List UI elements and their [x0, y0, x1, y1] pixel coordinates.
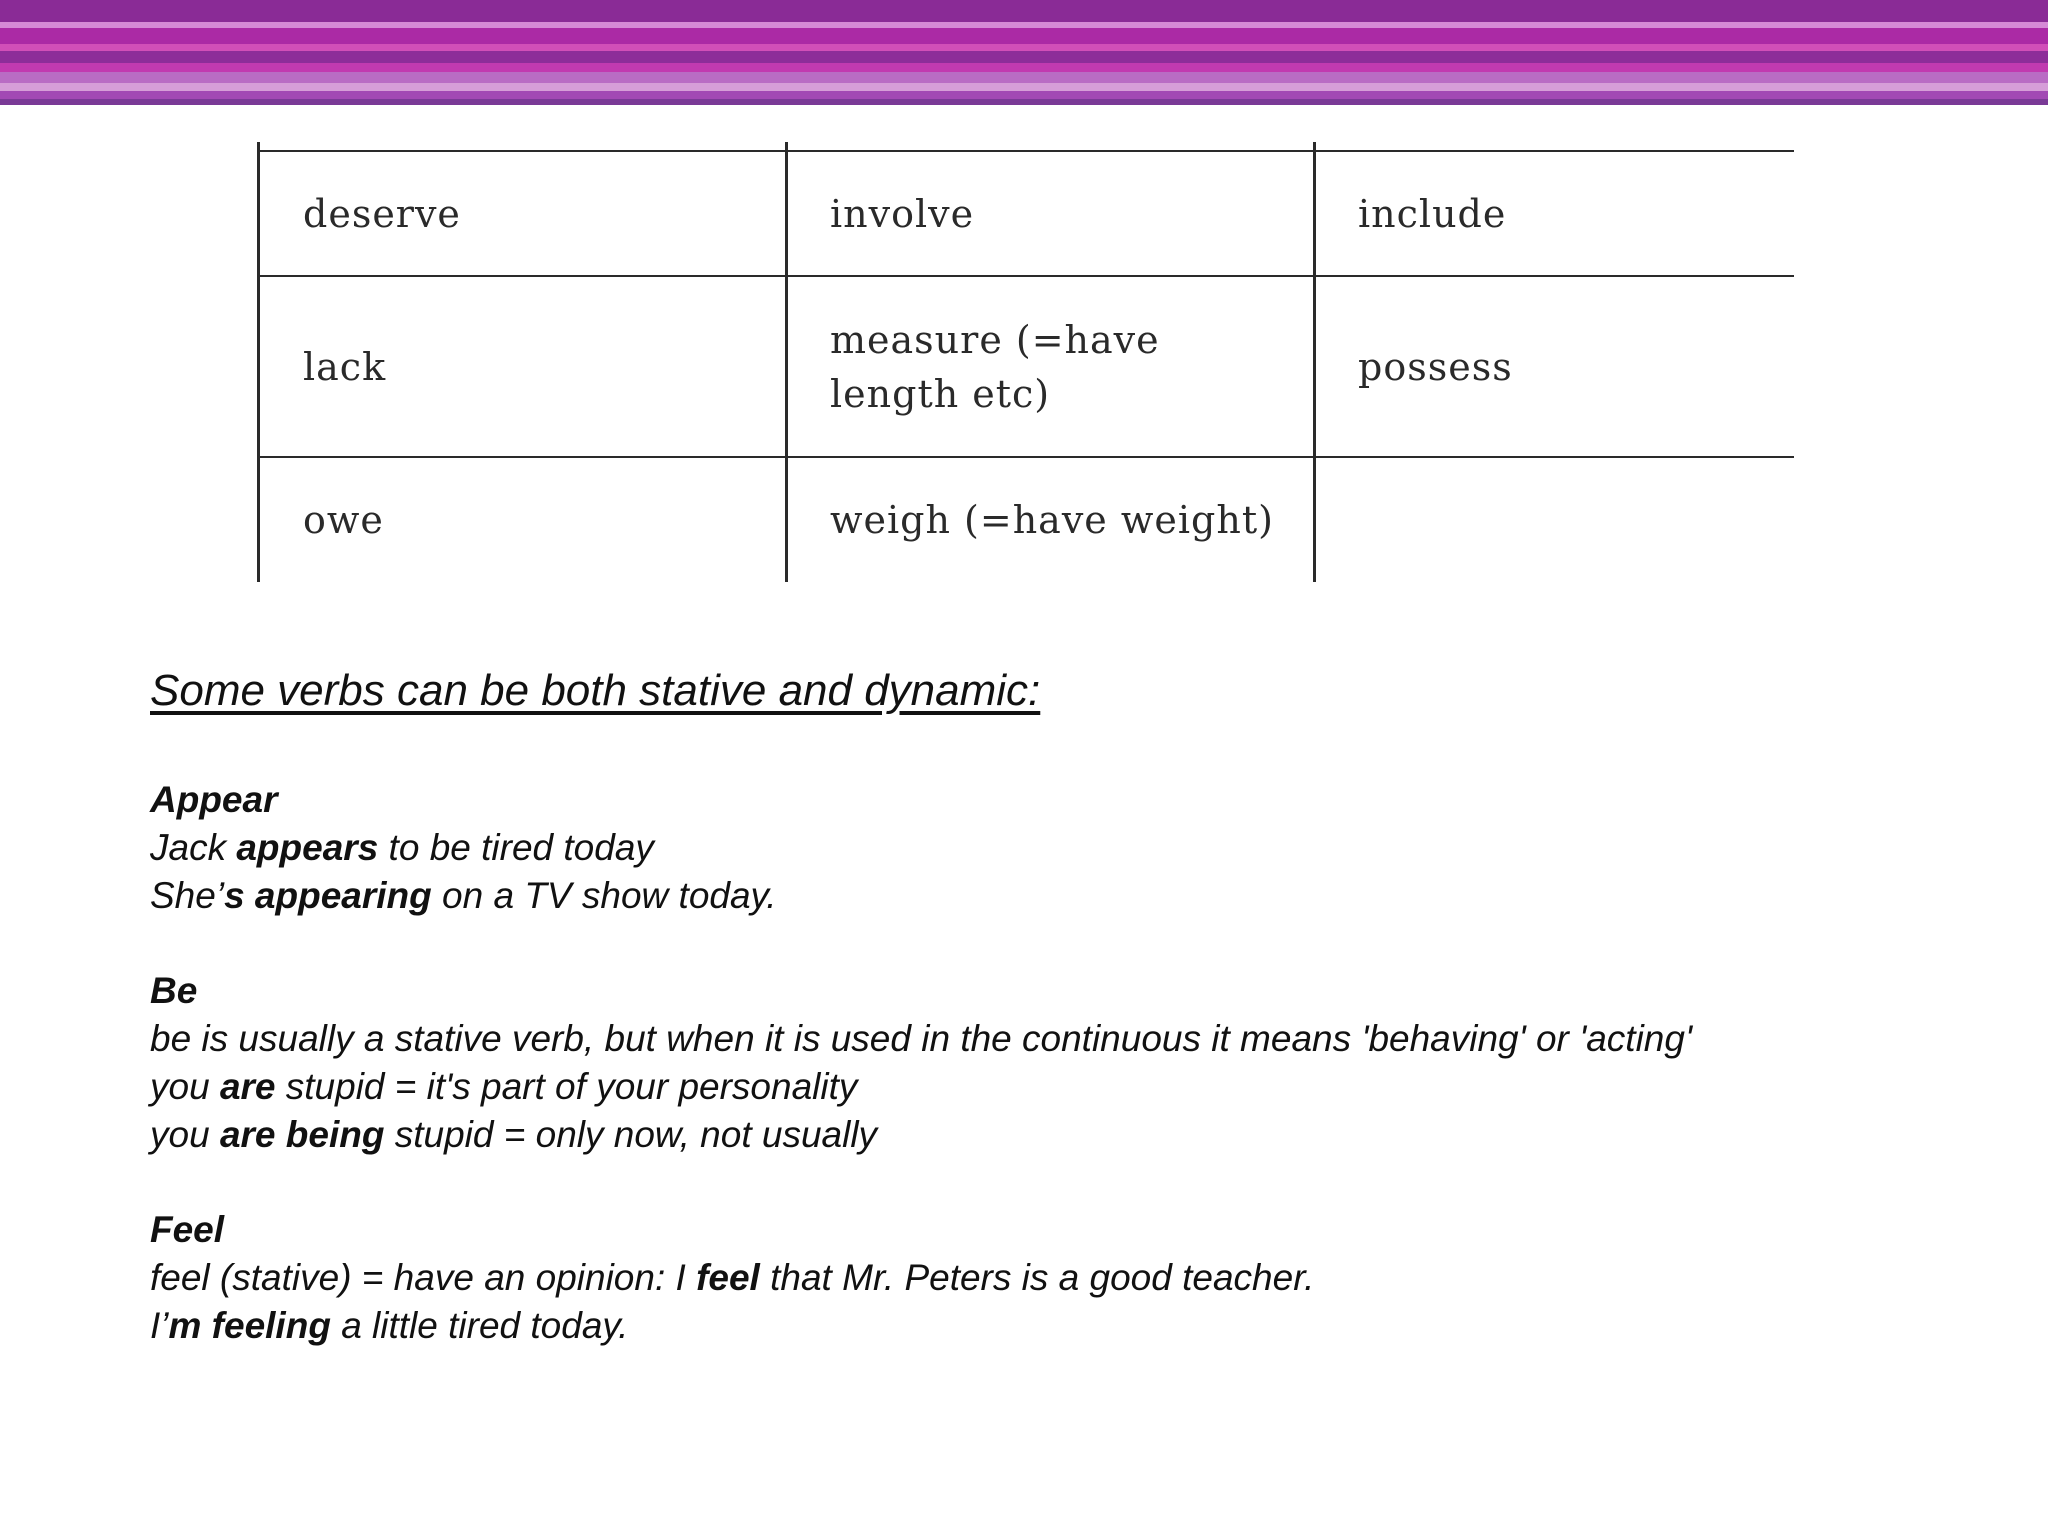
header-stripe	[0, 51, 2048, 63]
header-stripe	[0, 0, 2048, 22]
table-cell: possess	[1358, 344, 1513, 389]
header-stripe	[0, 83, 2048, 91]
table-cell: measure (=have length etc)	[830, 317, 1160, 416]
be-section	[150, 967, 1692, 1159]
example-line: I’m feeling a little tired today.	[150, 1305, 629, 1346]
table-rule	[257, 142, 260, 582]
table-rule	[1313, 142, 1316, 582]
example-line: Jack appears to be tired today	[150, 827, 654, 868]
be-heading: Be	[150, 970, 198, 1011]
stative-verb-table	[257, 142, 1794, 582]
feel-section	[150, 1206, 1314, 1350]
table-cell: deserve	[303, 191, 461, 236]
example-line: you are stupid = it's part of your personality	[150, 1066, 858, 1107]
table-cell	[1358, 458, 1788, 582]
header-stripe	[0, 28, 2048, 44]
table-cell: owe	[303, 498, 384, 542]
example-line: you are being stupid = only now, not usually	[150, 1114, 878, 1155]
table-cell: involve	[830, 191, 975, 236]
header-stripe	[0, 63, 2048, 72]
header-stripe	[0, 44, 2048, 51]
table-cell: include	[1358, 191, 1507, 236]
header-stripes	[0, 0, 2048, 108]
example-line: She’s appearing on a TV show today.	[150, 875, 777, 916]
section-subtitle: Some verbs can be both stative and dynamic:	[150, 666, 1041, 715]
header-stripe	[0, 72, 2048, 83]
example-line: feel (stative) = have an opinion: I feel that Mr. Peters is a good teacher.	[150, 1257, 1315, 1298]
header-stripe	[0, 99, 2048, 105]
table-cell: weigh (=have weight)	[830, 498, 1274, 542]
appear-heading: Appear	[150, 779, 278, 820]
feel-heading: Feel	[150, 1209, 225, 1250]
table-cell: lack	[303, 344, 387, 389]
header-stripe	[0, 91, 2048, 99]
appear-section	[150, 776, 777, 920]
table-rule	[785, 142, 788, 582]
explanation-line: be is usually a stative verb, but when it is used in the continuous it means 'behaving' or 'acting'	[150, 1018, 1693, 1059]
